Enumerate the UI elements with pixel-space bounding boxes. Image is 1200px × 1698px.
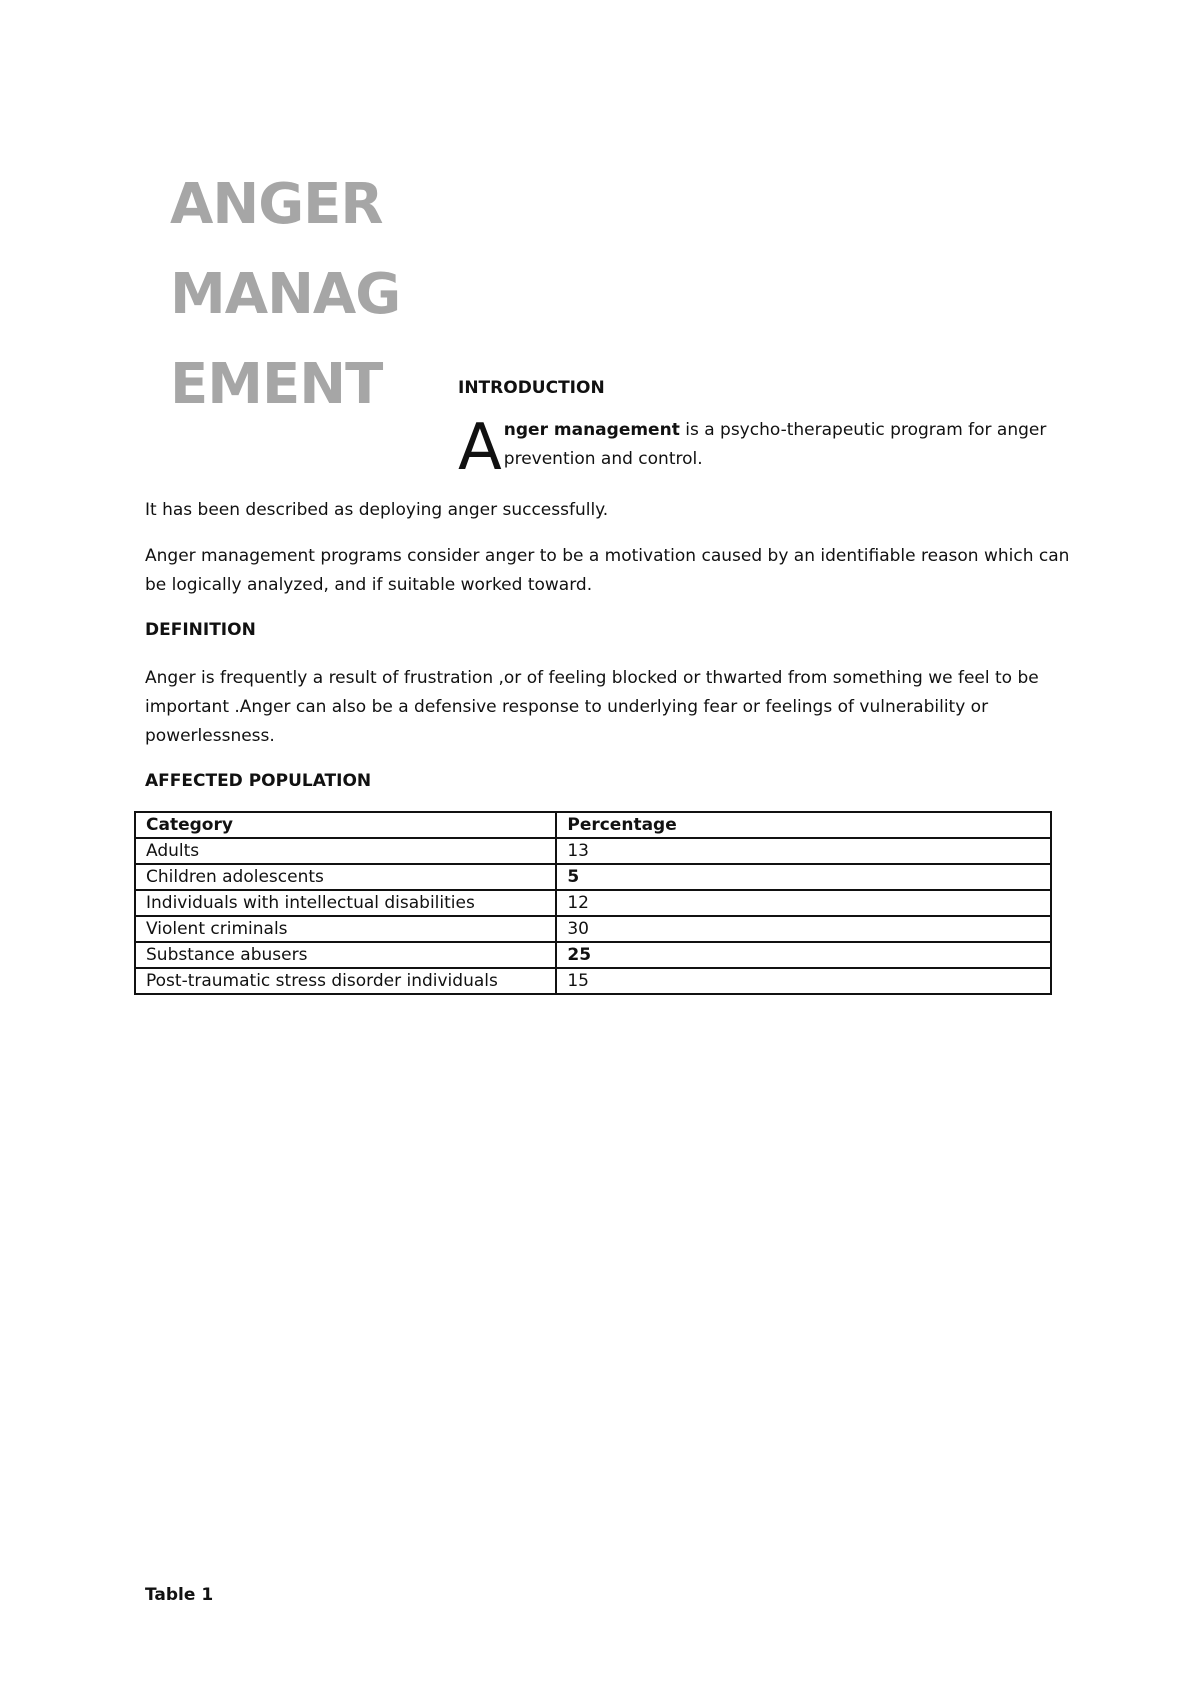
column-header-percentage: Percentage — [556, 812, 1051, 838]
intro-bold-lead: nger management — [503, 420, 680, 440]
category-cell: Adults — [135, 838, 556, 864]
table-row — [135, 838, 1051, 864]
introduction-heading: INTRODUCTION — [458, 378, 605, 398]
table-row — [135, 890, 1051, 916]
percentage-cell: 25 — [556, 942, 1051, 968]
definition-text: Anger is frequently a result of frustration ,or of feeling blocked or thwarted from something we feel to be important .Anger can also be a defensive response to underlying fear or feelings of vulnerability or powerlessness. — [145, 668, 1039, 746]
table-header-row — [135, 812, 1051, 838]
table-row — [135, 864, 1051, 890]
percentage-cell: 5 — [556, 864, 1051, 890]
percentage-cell: 30 — [556, 916, 1051, 942]
table-row — [135, 916, 1051, 942]
column-header-category: Category — [135, 812, 556, 838]
intro-rest: is a psycho-therapeutic program for anger prevention and control. — [503, 420, 1047, 469]
category-cell: Violent criminals — [135, 916, 556, 942]
paragraph-2: Anger management programs consider anger to be a motivation caused by an identifiable reason which can be logically analyzed, and if suitable worked toward. — [145, 546, 1070, 595]
percentage-cell: 13 — [556, 838, 1051, 864]
population-table — [134, 811, 1052, 995]
percentage-cell: 12 — [556, 890, 1051, 916]
title-line: MANAG — [170, 262, 401, 327]
introduction-paragraph — [458, 411, 1098, 485]
percentage-cell: 15 — [556, 968, 1051, 994]
title-line: EMENT — [170, 352, 383, 417]
table-caption: Table 1 — [145, 1585, 214, 1605]
document-title — [170, 160, 400, 430]
category-cell: Children adolescents — [135, 864, 556, 890]
paragraph-1: It has been described as deploying anger successfully. — [145, 500, 609, 520]
category-cell: Individuals with intellectual disabilities — [135, 890, 556, 916]
title-line: ANGER — [170, 172, 383, 237]
category-cell: Post-traumatic stress disorder individuals — [135, 968, 556, 994]
table-row — [135, 968, 1051, 994]
category-cell: Substance abusers — [135, 942, 556, 968]
drop-cap: A — [458, 411, 502, 485]
table-row — [135, 942, 1051, 968]
affected-population-heading: AFFECTED POPULATION — [145, 771, 372, 791]
definition-heading: DEFINITION — [145, 620, 256, 640]
